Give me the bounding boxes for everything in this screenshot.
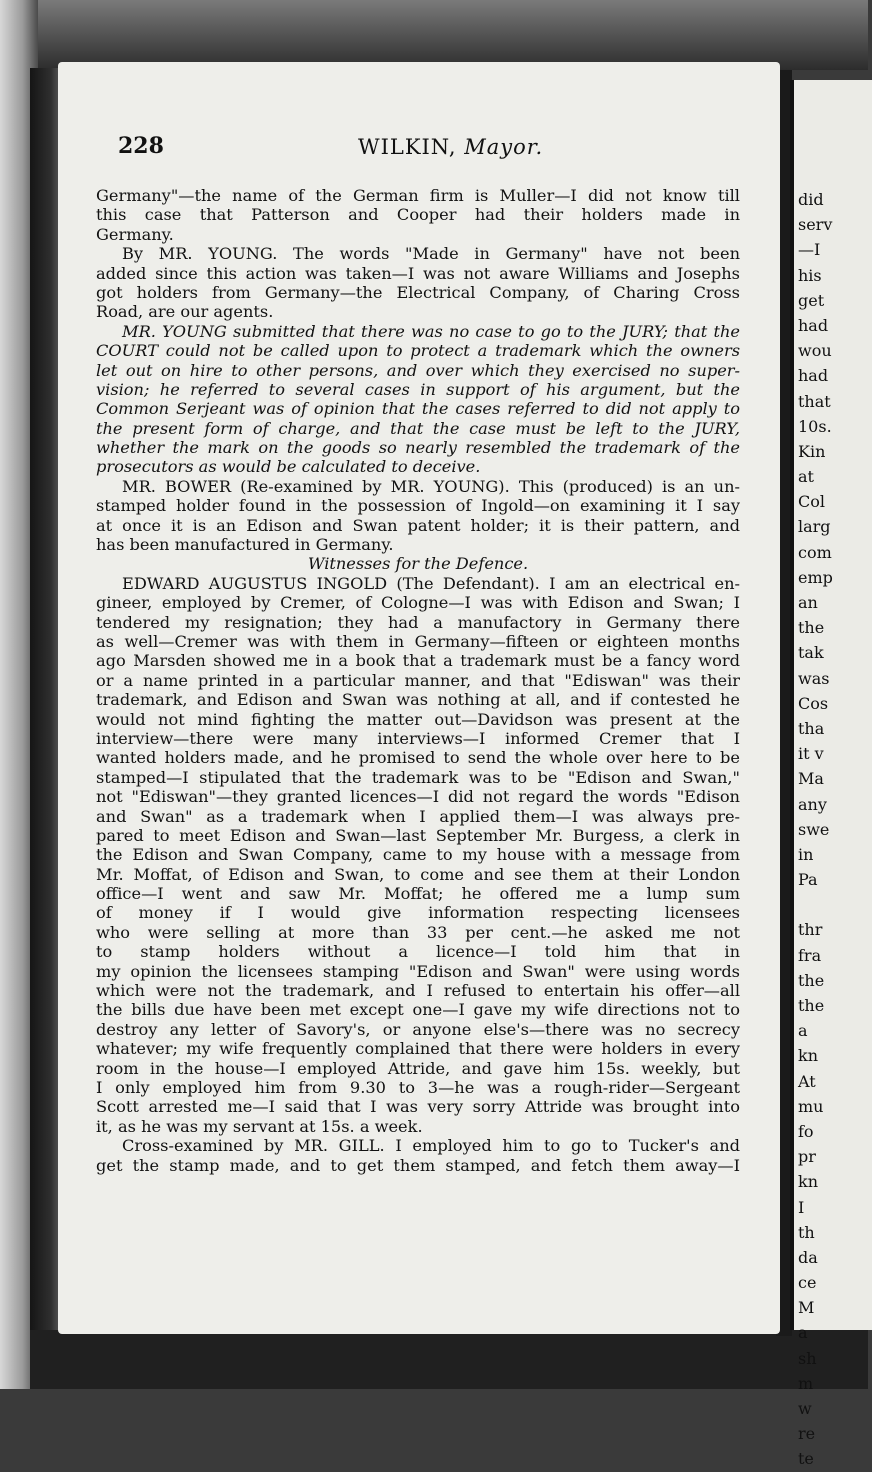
text-line: has been manufactured in Germany. <box>96 535 394 555</box>
text-line: trademark, and Edison and Swan was nothing at all, and if contested he <box>96 690 740 710</box>
facing-page-word: the <box>798 970 825 990</box>
facing-page-word: tak <box>798 643 824 663</box>
facing-page-word: fra <box>798 945 822 965</box>
text-line: get the stamp made, and to get them stamped, and fetch them away—I <box>96 1155 740 1175</box>
facing-page-word: At <box>798 1071 816 1091</box>
facing-page-word: had <box>798 366 829 386</box>
facing-page-word: had <box>798 315 829 335</box>
book-spine <box>30 68 60 1338</box>
text-line: interview—there were many interviews—I informed Cremer that I <box>96 728 740 748</box>
text-line: Common Serjeant was of opinion that the cases referred to did not apply to <box>96 399 740 419</box>
text-line: it, as he was my servant at 15s. a week. <box>96 1116 423 1136</box>
facing-page-word: it v <box>798 744 824 764</box>
scan-background-top <box>0 0 868 70</box>
text-line: as well—Cremer was with them in Germany—fifteen or eighteen months <box>96 631 740 651</box>
text-line: at once it is an Edison and Swan patent holder; it is their pattern, and <box>96 515 740 535</box>
facing-page-word: was <box>798 668 830 688</box>
facing-page-word: Ma <box>798 769 824 789</box>
facing-page-word: a <box>798 1323 808 1343</box>
facing-page-word: te <box>798 1449 814 1469</box>
text-line: Cross-examined by MR. GILL. I employed him to go to Tucker's and <box>122 1136 740 1156</box>
text-line: the bills due have been met except one—I gave my wife directions not to <box>96 1000 740 1020</box>
facing-page-word: 10s. <box>798 416 832 436</box>
facing-page-word: swe <box>798 819 830 839</box>
text-line: pared to meet Edison and Swan—last September Mr. Burgess, a clerk in <box>96 825 740 845</box>
text-line: which were not the trademark, and I refused to entertain his offer—all <box>96 981 740 1001</box>
text-line: let out on hire to other persons, and over which they exercised no super- <box>96 360 740 380</box>
text-line: COURT could not be called upon to protect a trademark which the owners <box>96 341 740 361</box>
page-body-text <box>96 186 740 1175</box>
text-line: the present form of charge, and that the case must be left to the JURY, <box>96 418 740 438</box>
text-line: tendered my resignation; they had a manufactory in Germany there <box>96 612 740 632</box>
section-heading: Witnesses for the Defence. <box>307 554 529 574</box>
text-line: would not mind fighting the matter out—Davidson was present at the <box>96 709 740 729</box>
facing-page-word: ce <box>798 1273 817 1293</box>
text-line: By MR. YOUNG. The words "Made in Germany" have not been <box>122 244 740 264</box>
facing-page-word: Cos <box>798 693 829 713</box>
text-line: to stamp holders without a licence—I told him that in <box>96 942 740 962</box>
facing-page-word: a <box>798 1021 808 1041</box>
facing-page-word: Kin <box>798 441 826 461</box>
text-line: whether the mark on the goods so nearly resembled the trademark of the <box>96 438 740 458</box>
facing-page-word: wou <box>798 341 832 361</box>
facing-page-word: in <box>798 844 814 864</box>
text-line: stamped holder found in the possession of Ingold—on examining it I say <box>96 496 740 516</box>
text-line: Germany. <box>96 224 174 244</box>
running-head <box>358 135 543 159</box>
text-line: or a name printed in a particular manner, and that "Ediswan" was their <box>96 670 740 690</box>
facing-page-edge <box>790 80 872 1469</box>
facing-page-word: Col <box>798 492 825 512</box>
text-line: wanted holders made, and he promised to send the whole over here to be <box>96 748 740 768</box>
facing-page-word: kn <box>798 1046 818 1066</box>
facing-page-word: re <box>798 1424 816 1444</box>
facing-page-word: com <box>798 542 832 562</box>
text-line: ago Marsden showed me in a book that a trademark must be a fancy word <box>96 651 740 671</box>
text-line: EDWARD AUGUSTUS INGOLD (The Defendant). I am an electrical en- <box>122 573 740 593</box>
text-line: office—I went and saw Mr. Moffat; he offered me a lump sum <box>96 884 740 904</box>
running-head-title: Mayor. <box>464 135 544 159</box>
text-line: added since this action was taken—I was not aware Williams and Josephs <box>96 263 740 283</box>
facing-page-word: his <box>798 265 822 285</box>
text-line: and Swan" as a trademark when I applied them—I was always pre- <box>96 806 740 826</box>
facing-page-word: any <box>798 794 827 814</box>
text-line: MR. YOUNG submitted that there was no case to go to the JURY; that the <box>122 321 740 341</box>
text-line: stamped—I stipulated that the trademark was to be "Edison and Swan," <box>96 767 740 787</box>
facing-page-word: w <box>798 1399 812 1418</box>
facing-page-word: da <box>798 1247 818 1267</box>
facing-page-word: the <box>798 996 825 1015</box>
facing-page-word: th <box>798 1222 815 1242</box>
text-line: Mr. Moffat, of Edison and Swan, to come and see them at their London <box>96 864 740 884</box>
text-line: vision; he referred to several cases in support of his argument, but the <box>96 379 740 399</box>
facing-page-word: I <box>798 1197 805 1217</box>
facing-page-word: serv <box>798 215 833 235</box>
text-line: room in the house—I employed Attride, and gave him 15s. weekly, but <box>96 1058 740 1078</box>
running-head-name: WILKIN, <box>358 135 457 159</box>
facing-page-word <box>794 892 833 917</box>
facing-page-word: sh <box>798 1348 817 1368</box>
facing-page-word: at <box>798 467 814 487</box>
facing-page-word: an <box>798 593 818 612</box>
text-line: destroy any letter of Savory's, or anyone else's—there was no secrecy <box>96 1019 740 1039</box>
facing-page-word: get <box>798 290 825 310</box>
facing-page-word: M <box>798 1298 815 1318</box>
text-line: I only employed him from 9.30 to 3—he was a rough-rider—Sergeant <box>96 1077 740 1097</box>
text-line: got holders from Germany—the Electrical Company, of Charing Cross <box>96 282 740 302</box>
facing-page-word: Pa <box>798 870 818 890</box>
text-line: MR. BOWER (Re-examined by MR. YOUNG). This (produced) is an un- <box>122 476 740 496</box>
text-line: of money if I would give information respecting licensees <box>96 903 740 923</box>
facing-page-word: m <box>798 1373 814 1393</box>
text-line: Road, are our agents. <box>96 302 274 322</box>
facing-page-word: that <box>798 391 831 411</box>
facing-page-word: pr <box>798 1147 816 1167</box>
facing-page-word: fo <box>798 1121 814 1141</box>
page-header <box>118 133 738 163</box>
book-binding-bottom <box>30 1330 868 1389</box>
text-line: the Edison and Swan Company, came to my house with a message from <box>96 845 740 865</box>
facing-page-word: the <box>798 618 825 638</box>
text-line: not "Ediswan"—they granted licences—I did not regard the words "Edison <box>96 787 740 807</box>
text-line: who were selling at more than 33 per cent.—he asked me not <box>96 922 740 942</box>
facing-page-word: thr <box>798 920 823 940</box>
facing-page-fragments <box>794 187 833 1472</box>
text-line: Germany"—the name of the German firm is Muller—I did not know till <box>96 186 740 205</box>
facing-page-word: tha <box>798 718 825 738</box>
facing-page-word: larg <box>798 517 831 537</box>
facing-page-word: mu <box>798 1096 824 1116</box>
facing-page-word: —I <box>798 240 821 260</box>
facing-page-word: emp <box>798 567 833 587</box>
text-line: gineer, employed by Cremer, of Cologne—I was with Edison and Swan; I <box>96 593 740 613</box>
facing-page-word: kn <box>798 1172 818 1192</box>
text-line: prosecutors as would be calculated to deceive. <box>96 457 481 477</box>
text-line: whatever; my wife frequently complained that there were holders in every <box>96 1039 740 1059</box>
text-line: this case that Patterson and Cooper had their holders made in <box>96 205 740 225</box>
text-line: my opinion the licensees stamping "Edison and Swan" were using words <box>96 961 740 981</box>
page-number: 228 <box>118 133 164 159</box>
facing-page-word: did <box>798 190 824 209</box>
text-line: Scott arrested me—I said that I was very sorry Attride was brought into <box>96 1097 740 1117</box>
